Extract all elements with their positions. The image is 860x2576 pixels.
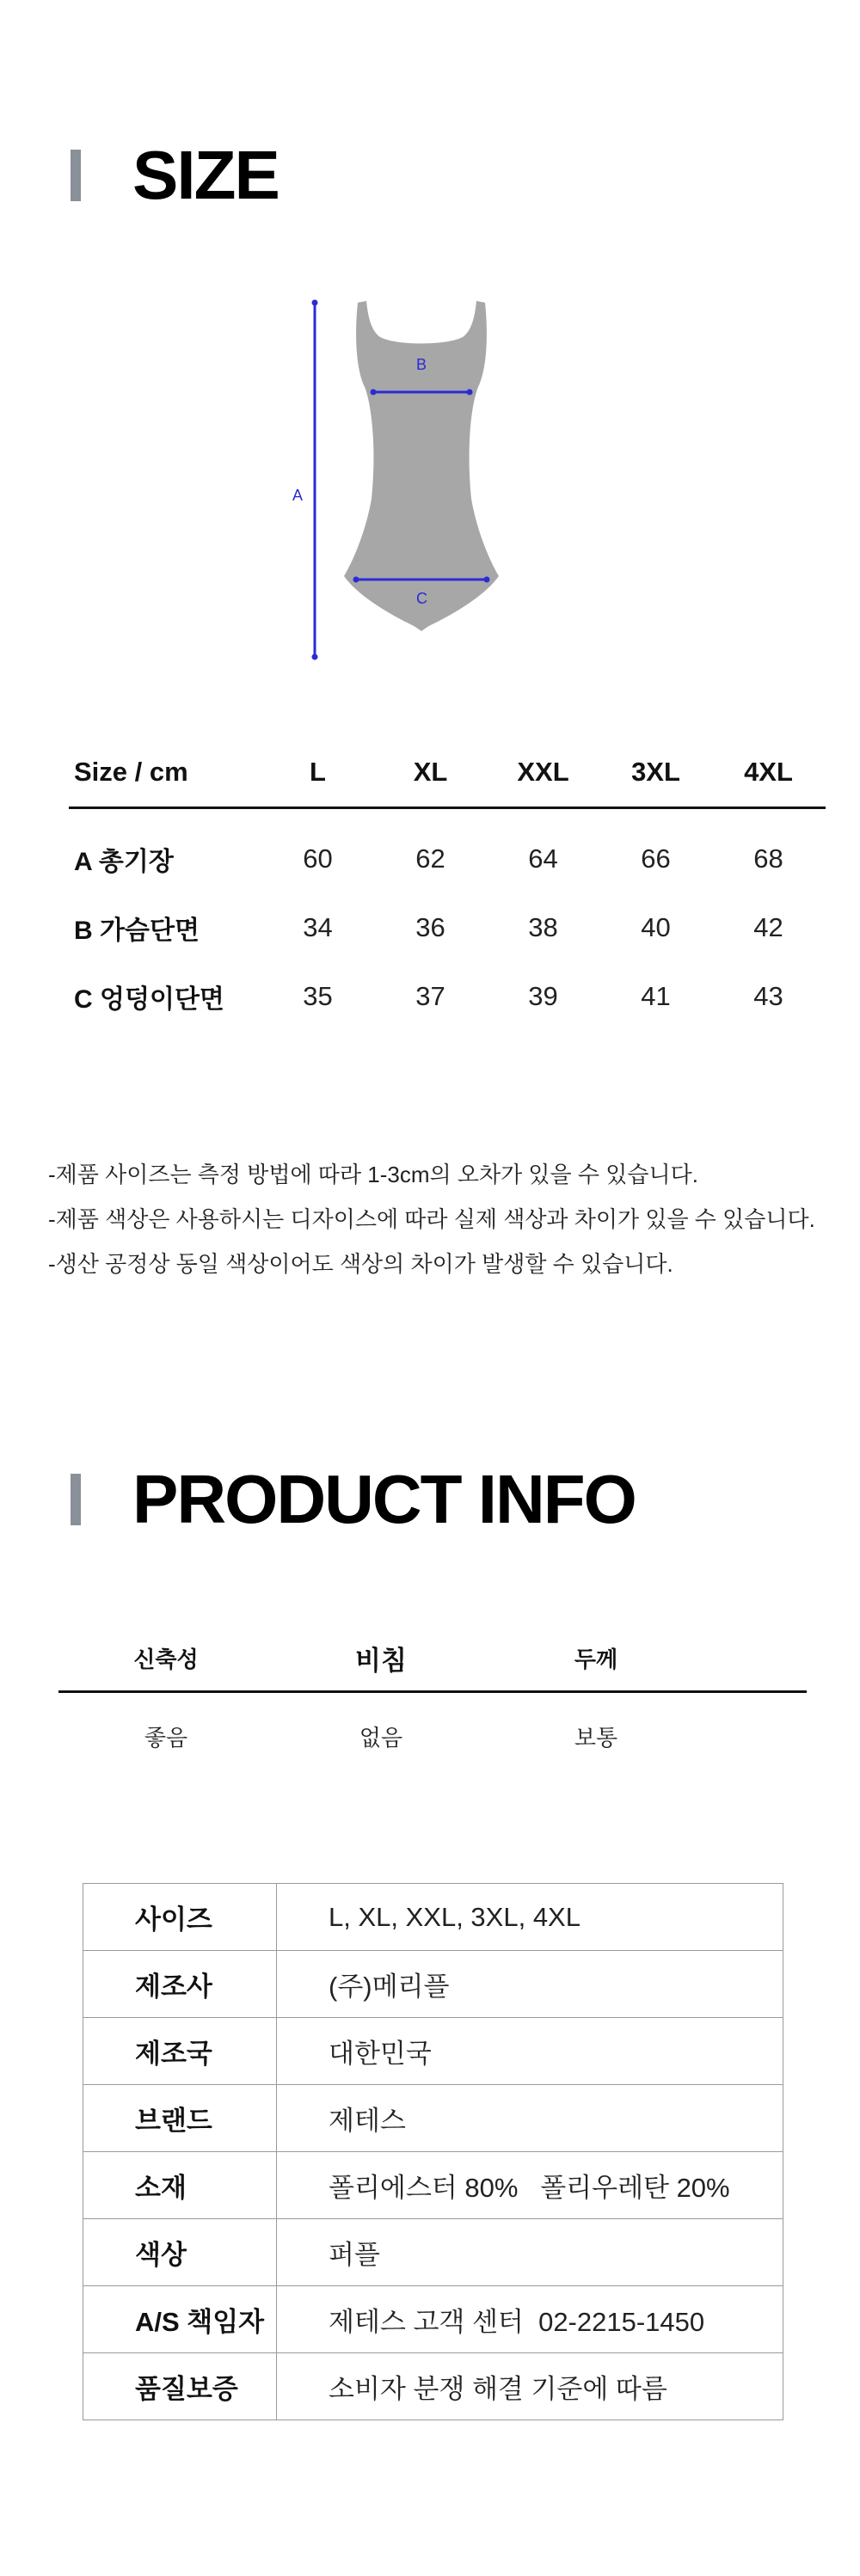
spec-value: 제테스 [277,2085,783,2152]
size-table-header [69,748,826,796]
diagram-label-b: B [416,356,427,373]
feel-value-stretch: 좋음 [144,1724,188,1751]
spec-value: 대한민국 [277,2018,783,2085]
spec-value: 퍼플 [277,2219,783,2286]
spec-value: 폴리에스터 80% 폴리우레탄 20% [277,2152,783,2219]
size-table-row [69,962,826,1031]
measure-point-b-right [467,389,473,396]
spec-value: (주)메리플 [277,1951,783,2018]
note-line: -생산 공정상 동일 색상이어도 색상의 차이가 발생할 수 있습니다. [48,1251,673,1277]
swimsuit-illustration [344,301,499,631]
size-notes [48,1152,815,1286]
size-cell: 37 [415,981,445,1011]
note-line: -제품 사이즈는 측정 방법에 따라 1-3cm의 오차가 있을 수 있습니다. [48,1162,698,1187]
size-cell: 64 [528,843,558,874]
size-header-cell: 4XL [744,757,793,787]
spec-key: 색상 [83,2219,277,2286]
diagram-label-c: C [416,590,427,607]
size-cell: 68 [753,843,783,874]
spec-row [83,2286,783,2353]
size-cell: 39 [528,981,558,1011]
spec-row [83,1884,783,1951]
measure-point-c-right [484,577,490,583]
spec-key: 소재 [83,2152,277,2219]
size-cell: 35 [303,981,333,1011]
feel-value-thickness: 보통 [574,1724,618,1751]
spec-key: A/S 책임자 [83,2286,277,2353]
measure-point-a-bottom [312,654,318,660]
spec-row [83,2085,783,2152]
measure-point-b-left [371,389,377,396]
size-header-cell: XXL [517,757,569,787]
size-cell: 66 [641,843,671,874]
measure-point-c-left [353,577,359,583]
size-diagram [284,284,559,662]
size-cell: 60 [303,843,333,874]
size-header-cell: 3XL [631,757,680,787]
size-cell: 38 [528,912,558,942]
size-section-heading [71,136,279,215]
size-row-label: A 총기장 [74,848,174,876]
product-spec-table [83,1883,783,2420]
size-table-row [69,825,826,893]
spec-key: 제조사 [83,1951,277,2018]
spec-row [83,2219,783,2286]
spec-row [83,1951,783,2018]
spec-value: 소비자 분쟁 해결 기준에 따름 [277,2353,783,2420]
feel-header-row [58,1634,807,1682]
size-row-label: B 가슴단면 [74,917,200,945]
spec-value: 제테스 고객 센터 02-2215-1450 [277,2286,783,2353]
size-header-cell: L [310,757,326,787]
spec-row [83,2152,783,2219]
size-table-divider [69,807,826,809]
feel-value-row [58,1693,807,1779]
size-title: SIZE [132,137,279,213]
size-cell: 36 [415,912,445,942]
feel-value-sheerness: 없음 [359,1724,403,1751]
size-header-cell: XL [413,757,448,787]
spec-key: 제조국 [83,2018,277,2085]
heading-accent-bar [71,1474,81,1525]
feel-header-stretch: 신축성 [133,1646,199,1672]
diagram-label-a: A [292,487,304,504]
note-line: -제품 색상은 사용하시는 디자이스에 따라 실제 색상과 차이가 있을 수 있습니다. [48,1206,815,1232]
size-cell: 40 [641,912,671,942]
size-cell: 62 [415,843,445,874]
spec-row [83,2353,783,2420]
fabric-feel-table [58,1634,807,1779]
spec-key: 브랜드 [83,2085,277,2152]
size-header-cell: Size / cm [74,757,188,787]
size-cell: 43 [753,981,783,1011]
size-cell: 42 [753,912,783,942]
size-table-row [69,893,826,962]
spec-key: 사이즈 [83,1884,277,1951]
size-row-label: C 엉덩이단면 [74,985,224,1014]
size-table [69,748,826,1031]
spec-row [83,2018,783,2085]
feel-header-thickness: 두께 [574,1646,618,1672]
measure-point-a-top [312,300,318,306]
spec-value: L, XL, XXL, 3XL, 4XL [277,1884,783,1951]
size-cell: 41 [641,981,671,1011]
product-info-heading [71,1460,636,1539]
feel-header-sheerness: 비침 [355,1645,407,1676]
size-cell: 34 [303,912,333,942]
product-info-title: PRODUCT INFO [132,1461,636,1537]
heading-accent-bar [71,150,81,201]
spec-key: 품질보증 [83,2353,277,2420]
